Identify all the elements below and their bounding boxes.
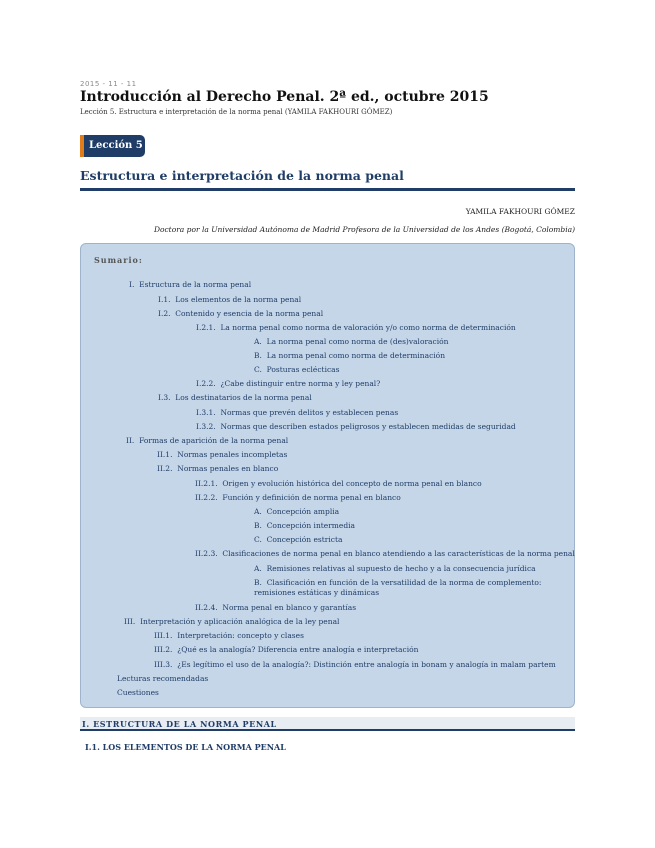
- toc-number: I.2.1.: [196, 323, 216, 332]
- toc-text: ¿Es legítimo el uso de la analogía?: Distinción entre analogía in bonam y analogía in malam partem: [177, 660, 556, 669]
- toc-number: I.2.: [158, 309, 171, 318]
- toc-number: C.: [254, 365, 262, 374]
- author-name: YAMILA FAKHOURI GÓMEZ: [465, 207, 575, 216]
- toc-number: II.2.2.: [195, 493, 218, 502]
- toc-text: La norma penal como norma de valoración y/o como norma de determinación: [220, 323, 516, 332]
- toc-text: Clasificación en función de la versatilidad de la norma de complemento: remisiones estáticas y dinámicas: [254, 578, 542, 597]
- toc-link[interactable]: [124, 617, 339, 627]
- toc-text: Normas penales incompletas: [177, 450, 288, 459]
- toc-number: II.2.3.: [195, 549, 218, 558]
- toc-link[interactable]: [254, 535, 342, 545]
- toc-text: Los destinatarios de la norma penal: [175, 393, 312, 402]
- toc-text: Posturas eclécticas: [266, 365, 340, 374]
- toc-text: Estructura de la norma penal: [139, 280, 252, 289]
- toc-link[interactable]: [254, 365, 340, 375]
- toc-text: Norma penal en blanco y garantías: [222, 603, 357, 612]
- toc-number: II.2.4.: [195, 603, 218, 612]
- toc-number: B.: [254, 578, 262, 587]
- toc-number: C.: [254, 535, 262, 544]
- toc-link[interactable]: [196, 422, 516, 432]
- toc-text: ¿Qué es la analogía? Diferencia entre analogía e interpretación: [177, 645, 419, 654]
- toc-number: I.3.: [158, 393, 171, 402]
- toc-number: I.1.: [158, 295, 171, 304]
- toc-text: Remisiones relativas al supuesto de hecho y a la consecuencia jurídica: [266, 564, 536, 573]
- toc-text: Normas penales en blanco: [177, 464, 279, 473]
- toc-link[interactable]: [157, 464, 278, 474]
- toc-number: II.1.: [157, 450, 173, 459]
- toc-link[interactable]: [126, 436, 288, 446]
- toc-link[interactable]: [254, 578, 564, 598]
- toc-link[interactable]: [196, 379, 380, 389]
- toc-text: ¿Cabe distinguir entre norma y ley penal?: [220, 379, 381, 388]
- toc-text: Concepción intermedia: [266, 521, 356, 530]
- toc-text: Los elementos de la norma penal: [175, 295, 302, 304]
- document-subtitle: Lección 5. Estructura e interpretación de la norma penal (YAMILA FAKHOURI GÓMEZ): [80, 108, 393, 116]
- toc-link[interactable]: [158, 393, 312, 403]
- toc-text: Clasificaciones de norma penal en blanco atendiendo a las características de la norma penal: [222, 549, 575, 558]
- toc-number: III.2.: [154, 645, 173, 654]
- toc-link[interactable]: [254, 521, 355, 531]
- toc-text: La norma penal como norma de determinación: [266, 351, 446, 360]
- toc-text: Formas de aparición de la norma penal: [139, 436, 289, 445]
- toc-link[interactable]: [157, 450, 287, 460]
- toc-number: II.2.: [157, 464, 173, 473]
- toc-link[interactable]: [117, 674, 208, 684]
- toc-text: Contenido y esencia de la norma penal: [175, 309, 324, 318]
- author-description: Doctora por la Universidad Autónoma de Madrid Profesora de la Universidad de los Andes (Bogotá, Colombia): [153, 225, 575, 234]
- toc-link[interactable]: [254, 337, 448, 347]
- summary-title: Sumario:: [94, 255, 143, 265]
- title-divider: [80, 188, 575, 191]
- toc-link[interactable]: [254, 564, 536, 574]
- toc-text: Concepción amplia: [266, 507, 340, 516]
- toc-number: III.3.: [154, 660, 173, 669]
- lesson-title: Estructura e interpretación de la norma penal: [80, 168, 404, 183]
- toc-number: B.: [254, 521, 262, 530]
- toc-text: Normas que describen estados peligrosos y establecen medidas de seguridad: [220, 422, 516, 431]
- toc-link[interactable]: [195, 493, 401, 503]
- toc-number: A.: [254, 564, 262, 573]
- toc-link[interactable]: [195, 603, 356, 613]
- toc-link[interactable]: [254, 507, 339, 517]
- toc-number: I.: [129, 280, 135, 289]
- toc-text: La norma penal como norma de (des)valoración: [266, 337, 449, 346]
- toc-text: Interpretación y aplicación analógica de la ley penal: [140, 617, 340, 626]
- toc-text: Origen y evolución histórica del concepto de norma penal en blanco: [222, 479, 482, 488]
- section-heading-bar: [80, 717, 575, 731]
- toc-number: B.: [254, 351, 262, 360]
- section-heading: I. ESTRUCTURA DE LA NORMA PENAL: [82, 719, 277, 729]
- toc-link[interactable]: [196, 408, 398, 418]
- toc-number: II.2.1.: [195, 479, 218, 488]
- toc-link[interactable]: [129, 280, 251, 290]
- toc-link[interactable]: [154, 631, 304, 641]
- toc-text: Interpretación: concepto y clases: [177, 631, 304, 640]
- toc-text: Concepción estricta: [266, 535, 343, 544]
- toc-text: Cuestiones: [117, 688, 159, 697]
- toc-link[interactable]: [154, 660, 556, 670]
- toc-text: Normas que prevén delitos y establecen penas: [220, 408, 399, 417]
- document-title: Introducción al Derecho Penal. 2ª ed., octubre 2015: [80, 89, 489, 105]
- toc-number: I.2.2.: [196, 379, 216, 388]
- toc-link[interactable]: [195, 549, 575, 559]
- toc-text: Función y definición de norma penal en blanco: [222, 493, 401, 502]
- toc-link[interactable]: [158, 295, 301, 305]
- toc-number: I.3.1.: [196, 408, 216, 417]
- toc-link[interactable]: [254, 351, 445, 361]
- toc-number: II.: [126, 436, 135, 445]
- toc-number: I.3.2.: [196, 422, 216, 431]
- toc-number: A.: [254, 337, 262, 346]
- summary-box: [80, 243, 575, 708]
- toc-link[interactable]: [195, 479, 482, 489]
- toc-text: Lecturas recomendadas: [117, 674, 209, 683]
- toc-link[interactable]: [117, 688, 159, 698]
- toc-link[interactable]: [158, 309, 323, 319]
- toc-number: A.: [254, 507, 262, 516]
- lesson-badge: Lección 5: [80, 135, 145, 157]
- toc-link[interactable]: [154, 645, 418, 655]
- toc-number: III.: [124, 617, 136, 626]
- toc-link[interactable]: [196, 323, 516, 333]
- toc-number: III.1.: [154, 631, 173, 640]
- document-date: 2015 - 11 - 11: [80, 80, 137, 88]
- subsection-heading: I.1. LOS ELEMENTOS DE LA NORMA PENAL: [85, 742, 286, 752]
